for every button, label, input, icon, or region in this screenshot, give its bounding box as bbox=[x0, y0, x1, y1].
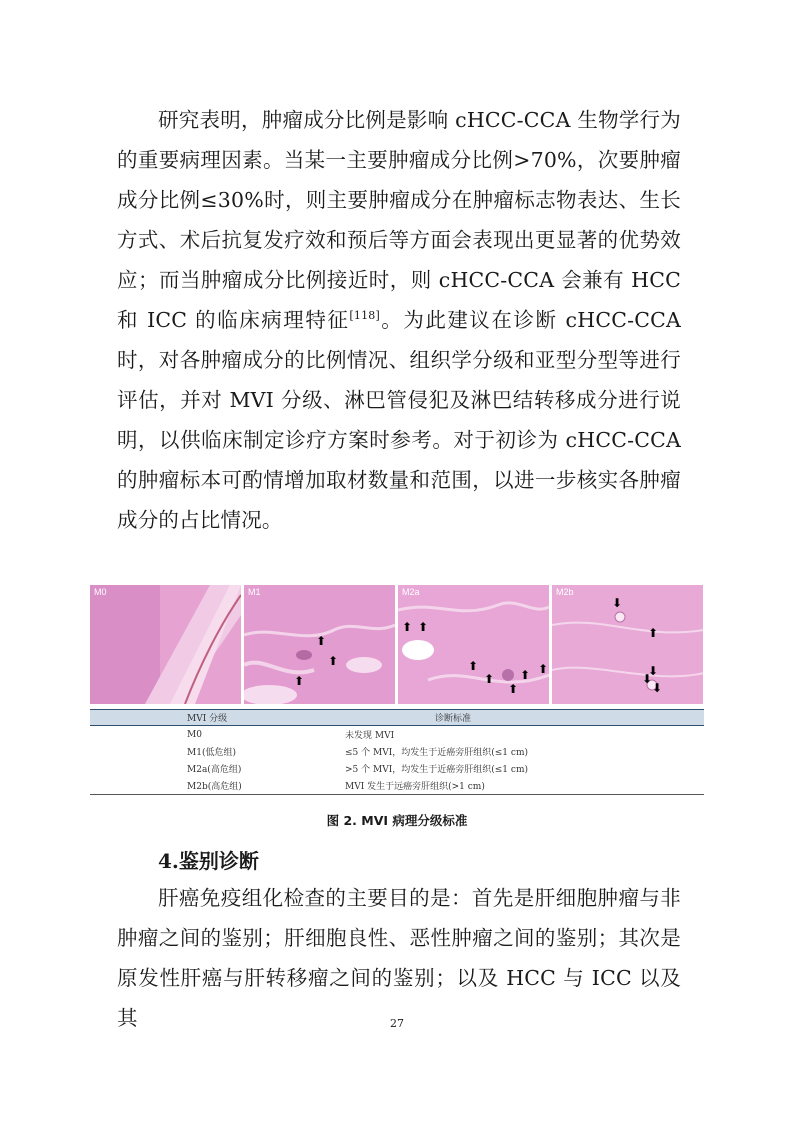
arrow-up-icon: ⬆ bbox=[648, 626, 659, 640]
grade-cell: M0 bbox=[187, 729, 202, 740]
criteria-cell: >5 个 MVI，均发生于近癌旁肝组织(≤1 cm) bbox=[345, 765, 528, 775]
panel-label: M2b bbox=[556, 587, 574, 597]
histology-image-m0 bbox=[90, 585, 241, 704]
mvi-grade-table bbox=[90, 709, 704, 795]
paragraph-mvi-proportion bbox=[117, 100, 681, 540]
arrow-down-icon: ⬇ bbox=[612, 596, 623, 610]
arrow-up-icon: ⬆ bbox=[418, 620, 429, 634]
arrow-up-icon: ⬆ bbox=[402, 620, 413, 634]
criteria-cell: 未发现 MVI bbox=[345, 731, 395, 741]
histology-image-m2b bbox=[552, 585, 703, 704]
arrow-down-icon: ⬇ bbox=[648, 664, 659, 678]
histology-image-m2a bbox=[398, 585, 549, 704]
arrow-up-icon: ⬆ bbox=[484, 672, 495, 686]
panel-label: M1 bbox=[248, 587, 261, 597]
histology-panel-m1 bbox=[244, 585, 395, 704]
paragraph-immunohistochemistry: 肝癌免疫组化检查的主要目的是：首先是肝细胞肿瘤与非肿瘤之间的鉴别；肝细胞良性、恶性肿瘤之间的鉴别；其次是原发性肝癌与肝转移瘤之间的鉴别；以及 HCC 与 ICC 以及其 bbox=[117, 886, 681, 1030]
arrow-down-icon: ⬇ bbox=[652, 681, 663, 695]
panel-label: M0 bbox=[94, 587, 107, 597]
section-heading: 4.鉴别诊断 bbox=[158, 849, 259, 873]
table-header-row bbox=[90, 710, 704, 726]
arrow-up-icon: ⬆ bbox=[328, 654, 339, 668]
arrow-up-icon: ⬆ bbox=[316, 634, 327, 648]
histology-panel-m2a bbox=[398, 585, 549, 704]
arrow-down-icon: ⬇ bbox=[642, 672, 653, 686]
grade-cell: M2a(高危组) bbox=[187, 765, 242, 775]
mvi-histology-figure bbox=[90, 585, 704, 705]
column-header-grade: MVI 分级 bbox=[90, 710, 345, 726]
table-row bbox=[90, 743, 704, 760]
arrow-up-icon: ⬆ bbox=[294, 674, 305, 688]
citation-ref[interactable]: [118] bbox=[349, 309, 380, 323]
arrow-up-icon: ⬆ bbox=[538, 662, 549, 676]
column-header-criteria: 诊断标准 bbox=[345, 710, 704, 726]
criteria-cell: MVI 发生于远癌旁肝组织(>1 cm) bbox=[345, 777, 704, 795]
paragraph-text: 研究表明，肿瘤成分比例是影响 cHCC-CCA 生物学行为的重要病理因素。当某一主要肿瘤成分比例>70%，次要肿瘤成分比例≤30%时，则主要肿瘤成分在肿瘤标志物表达、生长方式、术后抗复发疗效和预后等方面会表现出更显著的优势效应；而当肿瘤成分比例接近时，则 cHCC-CCA 会兼有 HCC 和 ICC 的临床病理特征 bbox=[117, 108, 681, 332]
histology-panel-m2b bbox=[552, 585, 703, 704]
page-number: 27 bbox=[390, 1017, 404, 1030]
table-row bbox=[90, 777, 704, 795]
panel-label: M2a bbox=[402, 587, 420, 597]
table-row bbox=[90, 726, 704, 744]
table-row bbox=[90, 760, 704, 777]
arrow-up-icon: ⬆ bbox=[468, 659, 479, 673]
arrow-up-icon: ⬆ bbox=[508, 682, 519, 696]
paragraph-text: 。为此建议在诊断 cHCC-CCA 时，对各肿瘤成分的比例情况、组织学分级和亚型分型等进行评估，并对 MVI 分级、淋巴管侵犯及淋巴结转移成分进行说明，以供临床制定诊疗方案时参考。对于初诊为 cHCC-CCA 的肿瘤标本可酌情增加取材数量和范围，以进一步核实各肿瘤成分的占比情况。 bbox=[117, 308, 681, 532]
histology-panel-m0 bbox=[90, 585, 241, 704]
grade-cell: M2b(高危组) bbox=[90, 777, 345, 795]
figure-caption: 图 2. MVI 病理分级标准 bbox=[326, 813, 468, 828]
grade-cell: M1(低危组) bbox=[187, 748, 236, 758]
criteria-cell: ≤5 个 MVI，均发生于近癌旁肝组织(≤1 cm) bbox=[345, 748, 528, 758]
arrow-up-icon: ⬆ bbox=[520, 668, 531, 682]
